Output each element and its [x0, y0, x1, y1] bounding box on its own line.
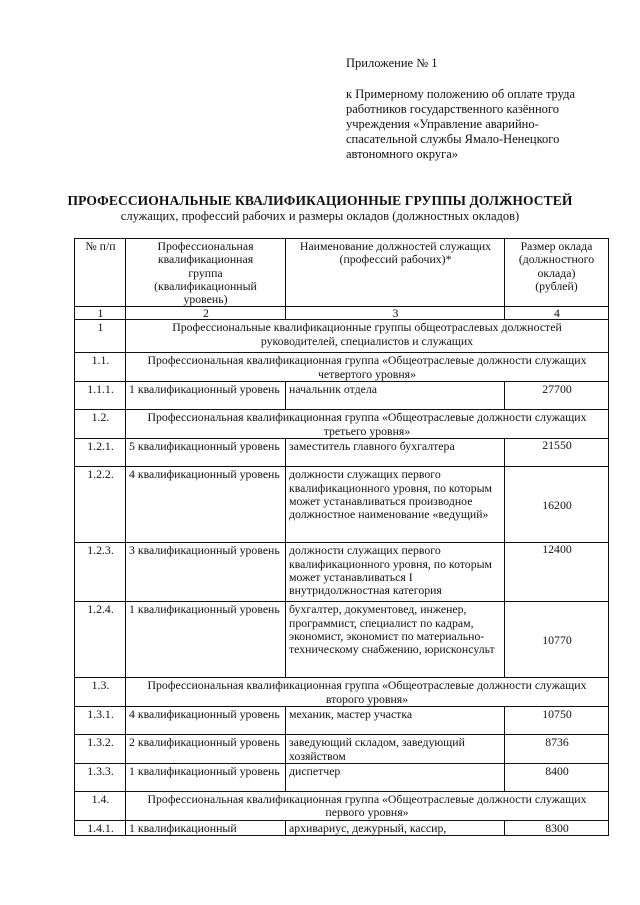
salary-amount: 16200: [505, 467, 609, 543]
section-title: Профессиональная квалификационная группа «Общеотраслевые должности служащих третьего уровня»: [126, 410, 609, 439]
salary-amount: 12400: [505, 543, 609, 602]
header-group: Профессиональная квалификационная группа (квалификационный уровень): [126, 239, 286, 307]
appendix-line: спасательной службы Ямало-Ненецкого: [346, 132, 560, 146]
column-number: 3: [286, 307, 505, 320]
appendix-block: [346, 56, 608, 162]
position-names: диспетчер: [286, 764, 505, 792]
salary-amount: 10770: [505, 602, 609, 678]
document-subtitle: служащих, профессий рабочих и размеры окладов (должностных окладов): [120, 209, 520, 223]
table-row: [75, 707, 609, 735]
row-number: 1.2.3.: [75, 543, 126, 602]
row-number: 1.4.: [75, 792, 126, 821]
table-row: [75, 382, 609, 410]
table-section-row: [75, 320, 609, 353]
salary-amount: 8300: [505, 820, 609, 835]
table-row: [75, 602, 609, 678]
row-number: 1: [75, 320, 126, 353]
row-number: 1.3.: [75, 678, 126, 707]
row-number: 1.2.2.: [75, 467, 126, 543]
position-names: должности служащих первого квалификационного уровня, по которым может устанавливаться I внутридолжностная категория: [286, 543, 505, 602]
document-title: ПРОФЕССИОНАЛЬНЫЕ КВАЛИФИКАЦИОННЫЕ ГРУППЫ ДОЛЖНОСТЕЙ: [67, 193, 573, 208]
column-number: 4: [505, 307, 609, 320]
salary-table: [74, 238, 609, 836]
position-names: бухгалтер, документовед, инженер, программист, специалист по кадрам, экономист, экономист по материально-техническому снабжению, юрисконсульт: [286, 602, 505, 678]
appendix-line: автономного округа»: [346, 147, 459, 161]
salary-amount: 21550: [505, 439, 609, 467]
section-title: Профессиональные квалификационные группы общеотраслевых должностей руководителей, специалистов и служащих: [126, 320, 609, 353]
column-number-row: [75, 307, 609, 320]
row-number: 1.4.1.: [75, 820, 126, 835]
table-row: [75, 467, 609, 543]
salary-amount: 10750: [505, 707, 609, 735]
table-section-row: [75, 678, 609, 707]
row-number: 1.3.3.: [75, 764, 126, 792]
row-number: 1.2.: [75, 410, 126, 439]
qualification-level: 4 квалификационный уровень: [126, 707, 286, 735]
qualification-level: 3 квалификационный уровень: [126, 543, 286, 602]
table-row: [75, 764, 609, 792]
column-number: 1: [75, 307, 126, 320]
appendix-line: учреждения «Управление аварийно-: [346, 117, 539, 131]
position-names: заведующий складом, заведующий хозяйством: [286, 735, 505, 764]
position-names: должности служащих первого квалификационного уровня, по которым может устанавливаться производное должностное наименование «ведущий»: [286, 467, 505, 543]
qualification-level: 1 квалификационный уровень: [126, 764, 286, 792]
appendix-line: к Примерному положению об оплате труда: [346, 87, 576, 101]
qualification-level: 1 квалификационный: [126, 820, 286, 835]
row-number: 1.1.1.: [75, 382, 126, 410]
qualification-level: 1 квалификационный уровень: [126, 382, 286, 410]
qualification-level: 4 квалификационный уровень: [126, 467, 286, 543]
salary-amount: 8400: [505, 764, 609, 792]
position-names: архивариус, дежурный, кассир,: [286, 820, 505, 835]
section-title: Профессиональная квалификационная группа «Общеотраслевые должности служащих первого уровня»: [126, 792, 609, 821]
table-row: [75, 439, 609, 467]
position-names: механик, мастер участка: [286, 707, 505, 735]
table-row: [75, 735, 609, 764]
column-number: 2: [126, 307, 286, 320]
salary-amount: 8736: [505, 735, 609, 764]
position-names: начальник отдела: [286, 382, 505, 410]
appendix-line: работников государственного казённого: [346, 102, 560, 116]
table-section-row: [75, 792, 609, 821]
header-number: № п/п: [75, 239, 126, 307]
section-title: Профессиональная квалификационная группа «Общеотраслевые должности служащих четвертого уровня»: [126, 353, 609, 382]
appendix-number: Приложение № 1: [346, 56, 438, 70]
salary-amount: 27700: [505, 382, 609, 410]
table-header-row: [75, 239, 609, 307]
header-positions: Наименование должностей служащих (профессий рабочих)*: [286, 239, 505, 307]
qualification-level: 2 квалификационный уровень: [126, 735, 286, 764]
row-number: 1.1.: [75, 353, 126, 382]
table-row: [75, 543, 609, 602]
row-number: 1.3.1.: [75, 707, 126, 735]
qualification-level: 1 квалификационный уровень: [126, 602, 286, 678]
section-title: Профессиональная квалификационная группа «Общеотраслевые должности служащих второго уровня»: [126, 678, 609, 707]
row-number: 1.2.4.: [75, 602, 126, 678]
row-number: 1.2.1.: [75, 439, 126, 467]
qualification-level: 5 квалификационный уровень: [126, 439, 286, 467]
header-salary: Размер оклада (должностного оклада) (рублей): [505, 239, 609, 307]
table-section-row: [75, 353, 609, 382]
table-row: [75, 820, 609, 835]
position-names: заместитель главного бухгалтера: [286, 439, 505, 467]
table-section-row: [75, 410, 609, 439]
row-number: 1.3.2.: [75, 735, 126, 764]
